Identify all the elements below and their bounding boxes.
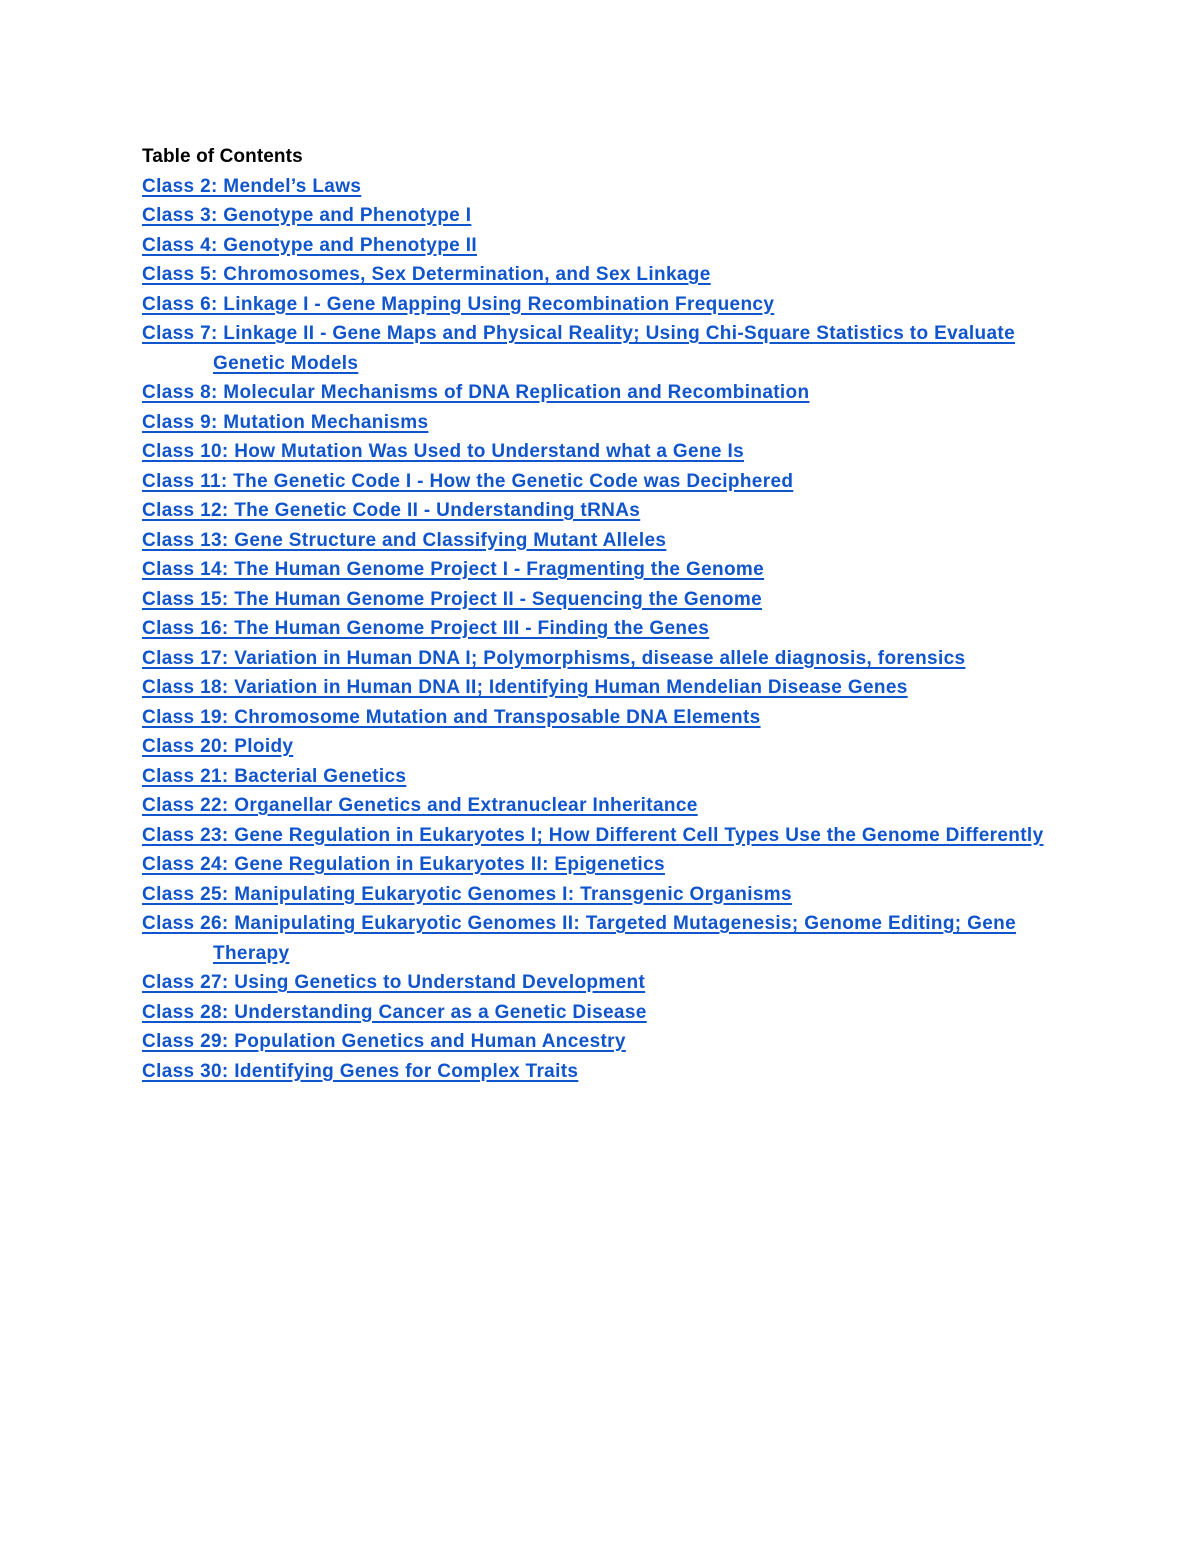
toc-link-class-7[interactable]: Class 7: Linkage II - Gene Maps and Physical Reality; Using Chi-Square Statistics to Evaluate Genetic Models [142, 323, 1016, 374]
toc-item [142, 201, 1062, 231]
toc-item [142, 762, 1062, 792]
toc-item [142, 467, 1062, 497]
toc-item [142, 821, 1062, 851]
toc-link-class-29[interactable]: Class 29: Population Genetics and Human Ancestry [142, 1031, 626, 1052]
toc-link-class-24[interactable]: Class 24: Gene Regulation in Eukaryotes II: Epigenetics [142, 854, 665, 875]
toc-item [142, 673, 1062, 703]
toc-item [142, 437, 1062, 467]
toc-item [142, 703, 1062, 733]
toc-link-class-25[interactable]: Class 25: Manipulating Eukaryotic Genomes I: Transgenic Organisms [142, 883, 792, 905]
toc-item [142, 880, 1062, 910]
toc-item [142, 231, 1062, 261]
toc-link-class-15[interactable]: Class 15: The Human Genome Project II - Sequencing the Genome [142, 588, 762, 610]
toc-link-class-10[interactable]: Class 10: How Mutation Was Used to Understand what a Gene Is [142, 441, 745, 462]
toc-item [142, 998, 1062, 1028]
toc-item [142, 1027, 1062, 1057]
toc-item [142, 378, 1062, 408]
toc-link-class-16[interactable]: Class 16: The Human Genome Project III - Finding the Genes [142, 618, 710, 639]
toc-list [142, 172, 1062, 1087]
toc-link-class-23[interactable]: Class 23: Gene Regulation in Eukaryotes I; How Different Cell Types Use the Genome Differently [142, 824, 1044, 846]
toc-item [142, 644, 1062, 674]
toc-link-class-18[interactable]: Class 18: Variation in Human DNA II; Identifying Human Mendelian Disease Genes [142, 677, 908, 698]
toc-link-class-27[interactable]: Class 27: Using Genetics to Understand Development [142, 972, 646, 993]
toc-link-class-5[interactable]: Class 5: Chromosomes, Sex Determination, and Sex Linkage [142, 264, 711, 285]
toc-item [142, 260, 1062, 290]
toc-link-class-8[interactable]: Class 8: Molecular Mechanisms of DNA Replication and Recombination [142, 382, 810, 403]
toc-item [142, 496, 1062, 526]
toc-item [142, 850, 1062, 880]
toc-link-class-20[interactable]: Class 20: Ploidy [142, 736, 294, 757]
toc-link-class-2[interactable]: Class 2: Mendel’s Laws [142, 175, 362, 197]
toc-item [142, 791, 1062, 821]
toc-item [142, 526, 1062, 556]
toc-link-class-22[interactable]: Class 22: Organellar Genetics and Extranuclear Inheritance [142, 795, 698, 816]
toc-item [142, 614, 1062, 644]
toc-item [142, 909, 1062, 968]
toc-link-class-19[interactable]: Class 19: Chromosome Mutation and Transposable DNA Elements [142, 706, 761, 728]
toc-item [142, 732, 1062, 762]
toc-item [142, 585, 1062, 615]
toc-link-class-21[interactable]: Class 21: Bacterial Genetics [142, 765, 407, 787]
table-of-contents [142, 142, 1062, 1086]
toc-item [142, 172, 1062, 202]
toc-link-class-28[interactable]: Class 28: Understanding Cancer as a Genetic Disease [142, 1001, 647, 1023]
toc-link-class-9[interactable]: Class 9: Mutation Mechanisms [142, 411, 429, 433]
toc-link-class-11[interactable]: Class 11: The Genetic Code I - How the Genetic Code was Deciphered [142, 470, 794, 492]
toc-item [142, 319, 1062, 378]
toc-link-class-17[interactable]: Class 17: Variation in Human DNA I; Polymorphisms, disease allele diagnosis, forensics [142, 647, 966, 669]
toc-link-class-13[interactable]: Class 13: Gene Structure and Classifying Mutant Alleles [142, 529, 667, 551]
toc-item [142, 290, 1062, 320]
toc-link-class-3[interactable]: Class 3: Genotype and Phenotype I [142, 205, 472, 226]
toc-link-class-30[interactable]: Class 30: Identifying Genes for Complex Traits [142, 1060, 579, 1082]
toc-heading: Table of Contents [142, 146, 303, 167]
toc-link-class-26[interactable]: Class 26: Manipulating Eukaryotic Genomes II: Targeted Mutagenesis; Genome Editing; Gene Therapy [142, 913, 1017, 964]
toc-item [142, 968, 1062, 998]
toc-item [142, 1057, 1062, 1087]
toc-item [142, 555, 1062, 585]
toc-link-class-14[interactable]: Class 14: The Human Genome Project I - Fragmenting the Genome [142, 559, 765, 580]
toc-link-class-4[interactable]: Class 4: Genotype and Phenotype II [142, 234, 477, 256]
toc-item [142, 408, 1062, 438]
toc-link-class-12[interactable]: Class 12: The Genetic Code II - Understanding tRNAs [142, 500, 641, 521]
toc-link-class-6[interactable]: Class 6: Linkage I - Gene Mapping Using Recombination Frequency [142, 293, 775, 315]
